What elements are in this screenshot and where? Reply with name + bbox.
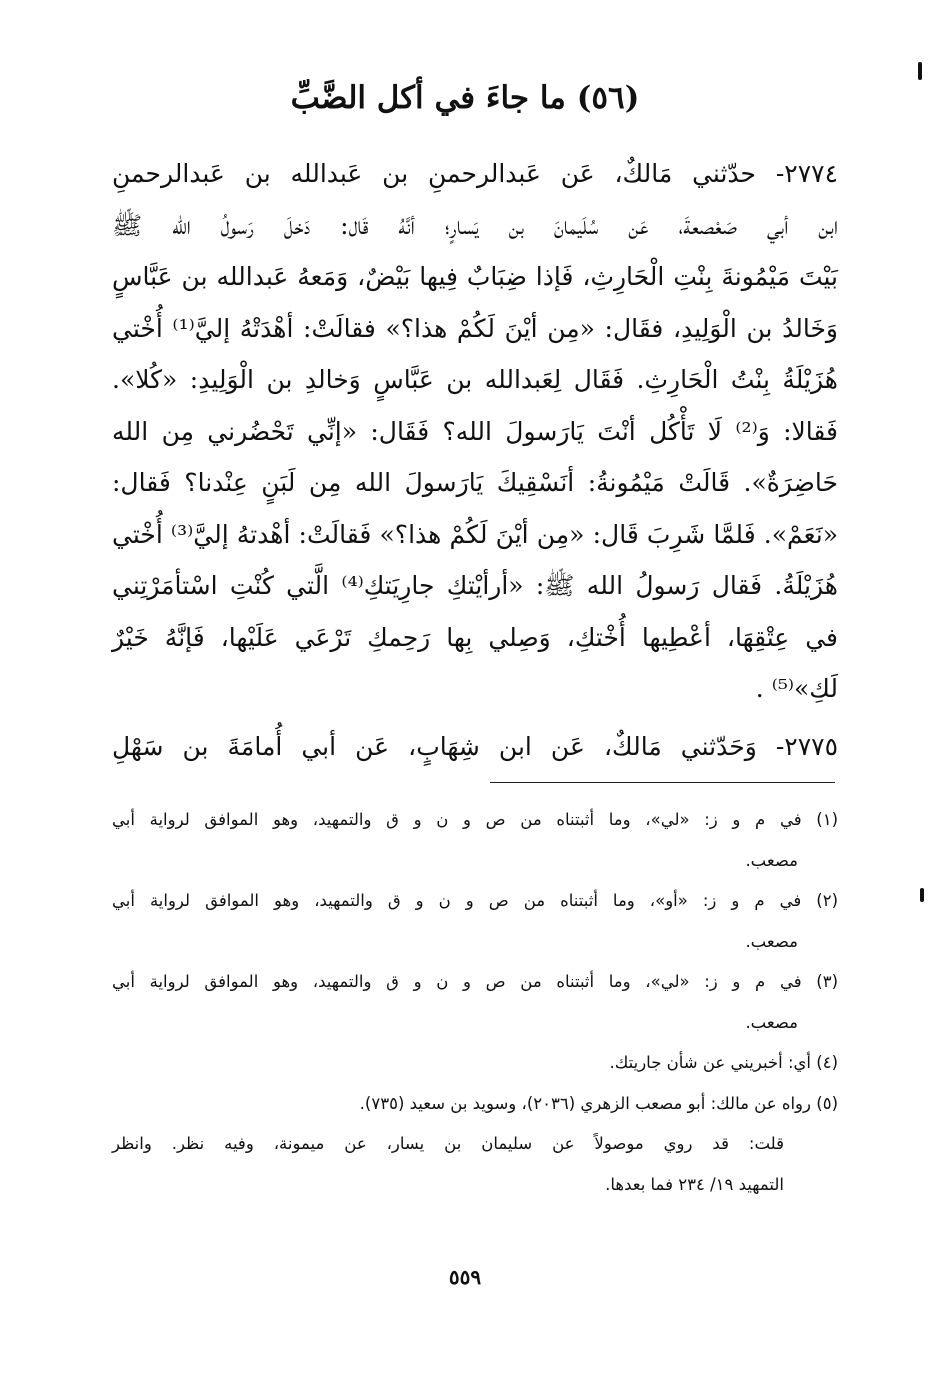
footnote-5-comment-continuation: التمهيد ١٩/ ٢٣٤ فما بعدها. bbox=[605, 1174, 784, 1194]
text-line: هُزَيْلَةُ بِنْتُ الْحَارِثِ. فَقَال لِعَبدالله بن عَبَّاسٍ وَخالدِ بن الْوَلِيدِ: «كُلا». bbox=[112, 365, 838, 394]
text-line: فَقالا: وَ⁽²⁾ لَا تَأْكُل أنْتَ يَارَسولَ الله؟ فَقَال: «إنِّي تَحْضُرني مِن الله bbox=[112, 416, 838, 446]
text-line: بَيْتَ مَيْمُونةَ بِنْتِ الْحَارِثِ، فَإذا ضِبَابٌ فِيها بَيْضٌ، وَمَعهُ عَبدالله بن عَبَّاسٍ bbox=[112, 262, 838, 291]
footnote-1: (١) في م و ز: «لي»، وما أثبتناه من ص و ن و ق والتمهيد، وهو الموافق لرواية أبي bbox=[112, 810, 838, 829]
text-line: ٢٧٧٤- حدّثني مَالكٌ، عَن عَبدالرحمنِ بن عَبدالله بن عَبدالرحمنِ bbox=[112, 159, 838, 188]
text-line: هُزَيْلَةُ. فَقال رَسولُ الله ﷺ: «أرأيْتكِ جارِيَتكِ⁽⁴⁾ الَّتي كُنْتِ اسْتأمَرْتِني bbox=[112, 571, 838, 600]
text-line: «نَعَمْ». فَلمَّا شَرِبَ قَال: «مِن أيْنَ لَكُمْ هذا؟» فَقالَتْ: أهْدتهُ إليَّ⁽³⁾ أُخْتي bbox=[112, 519, 838, 549]
footnotes bbox=[112, 800, 838, 1205]
text-line: في عِتْقِهَا، أعْطِيها أُخْتكِ، وَصِلي بِها رَحِمكِ تَرْعَي عَلَيْها، فَإنَّهُ خَيْرٌ bbox=[112, 622, 838, 652]
scan-edge-mark bbox=[920, 888, 924, 902]
footnote-5: (٥) رواه عن مالك: أبو مصعب الزهري (٢٠٣٦)، وسويد بن سعيد (٧٣٥). bbox=[359, 1093, 838, 1113]
scan-edge-mark bbox=[918, 62, 922, 80]
footnote-2: (٢) في م و ز: «أو»، وما أثبتناه من ص و ن و ق والتمهيد، وهو الموافق لرواية أبي bbox=[112, 891, 838, 910]
text-line: حَاضِرَةٌ». قَالَتْ مَيْمُونةُ: أنَسْقِيكَ يَارَسولَ الله مِن لَبَنٍ عِنْدنا؟ فَقال: bbox=[112, 468, 838, 497]
footnote-divider bbox=[490, 782, 835, 783]
text-line: لَكِ»⁽⁵⁾ . bbox=[755, 674, 838, 703]
hadith-text-2775: ٢٧٧٥- وَحَدّثني مَالكٌ، عَن ابن شِهَابٍ، عَن أبي أُمامَةَ بن سَهْلِ bbox=[112, 732, 838, 761]
footnote-4: (٤) أي: أخبريني عن شأن جاريتك. bbox=[609, 1053, 838, 1072]
hadith-text-2774 bbox=[112, 148, 838, 715]
text-line: وَخَالدُ بن الْوَلِيدِ، فقَال: «مِن أيْنَ لَكُمْ هذا؟» فقالَتْ: أهْدَتْهُ إليَّ⁽¹⁾ أُخْتي bbox=[112, 313, 838, 343]
footnote-3: (٣) في م و ز: «لي»، وما أثبتناه من ص و ن و ق والتمهيد، وهو الموافق لرواية أبي bbox=[112, 972, 838, 991]
footnote-5-comment: قلت: قد روي موصولاً عن سليمان بن يسار، عن ميمونة، وفيه نظر. وانظر bbox=[112, 1134, 784, 1153]
footnote-2-continuation: مصعب. bbox=[745, 931, 798, 951]
page-number: ٥٥٩ bbox=[448, 1265, 482, 1289]
footnote-3-continuation: مصعب. bbox=[745, 1012, 798, 1032]
footnote-1-continuation: مصعب. bbox=[745, 850, 798, 870]
text-line: ابن أبي صَعْصعةَ، عَن سُلَيمانَ بن يَسارٍ؛ أنَّهُ قَال: دَخلَ رَسولُ الله ﷺ bbox=[112, 210, 838, 240]
chapter-heading: (٥٦) ما جاءَ في أكل الضَّبِّ bbox=[290, 80, 640, 116]
